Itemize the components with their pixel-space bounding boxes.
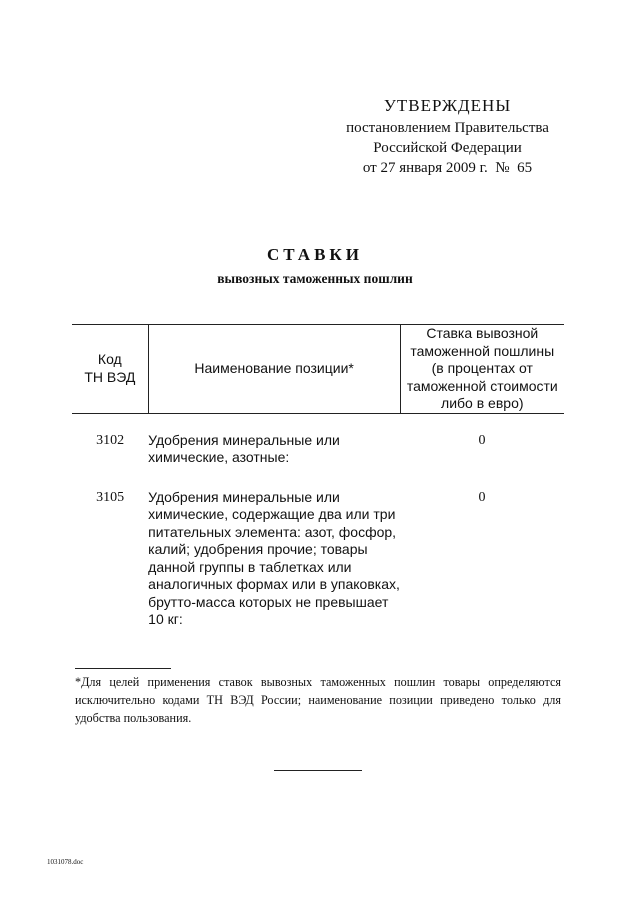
header-rate [400,325,564,414]
row-name-line: калий; удобрения прочие; товары [148,541,368,557]
row-name-line: брутто-масса которых не превышает [148,593,389,610]
row-name-line: Удобрения минеральные или [148,431,340,448]
document-subtitle: вывозных таможенных пошлин [217,271,413,286]
row-name-line: питательных элемента: азот, фосфор, [148,523,397,540]
approval-line-1: постановлением Правительства [346,120,549,136]
row-name-line: химические, азотные: [148,449,290,465]
approval-heading: УТВЕРЖДЕНЫ [383,96,512,115]
table-header-row [72,325,564,414]
table-row [72,413,564,467]
row-code: 3102 [96,432,125,448]
row-name [148,467,400,629]
rates-table [72,324,564,629]
row-name-line: аналогичных формах или в упаковках, [148,576,400,592]
row-name-line: Удобрения минеральные или [148,488,340,505]
header-rate-line-3: (в процентах от [431,360,533,376]
row-name [148,413,400,467]
header-rate-line-5: либо в евро) [441,395,524,411]
approval-block [330,96,565,178]
header-code-line-2: ТН ВЭД [84,368,136,385]
header-code [72,325,148,414]
end-divider [274,770,362,771]
row-name-line: химические, содержащие два или три [148,506,396,522]
footnote-text: *Для целей применения ставок вывозных таможенных пошлин товары определяются исключительно кодами ТН ВЭД России; наименование позиции приведено только для удобства пользования. [75,675,561,725]
approval-date-line: от 27 января 2009 г. № 65 [362,160,533,176]
row-rate: 0 [478,432,486,448]
document-title: СТАВКИ [267,245,363,264]
row-name-line: данной группы в таблетках или [148,558,352,575]
row-name-line: 10 кг: [148,611,183,627]
header-name: Наименование позиции* [148,325,400,414]
header-rate-line-1: Ставка вывозной [426,325,539,341]
footnote-divider [75,668,171,669]
header-rate-line-2: таможенной пошлины [410,342,555,359]
table-row [72,467,564,629]
header-code-line-1: Код [97,351,122,368]
approval-line-2: Российской Федерации [373,140,522,156]
row-rate: 0 [478,489,486,505]
header-rate-line-4: таможенной стоимости [406,377,558,394]
document-id: 1031078.doc [47,858,84,866]
row-code: 3105 [96,489,125,505]
